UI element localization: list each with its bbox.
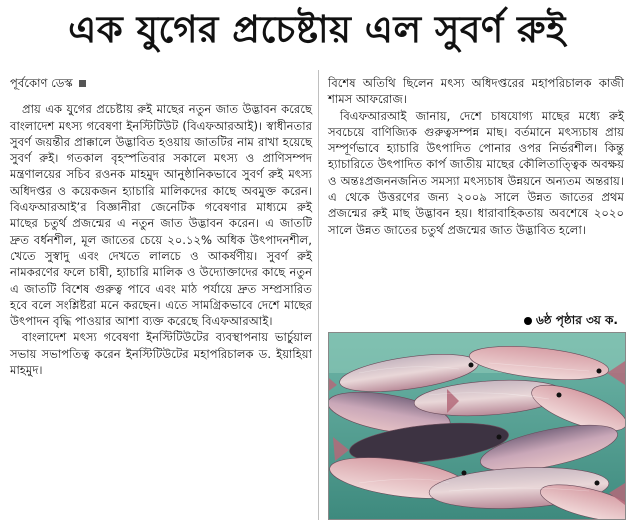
paragraph: বাংলাদেশ মৎস্য গবেষণা ইনস্টিটিউটের ব্যবস্থাপনায় ভার্চুয়াল সভায় সভাপতিত্ব করেন ইনস্টিটিউটের মহাপরিচালক ড. ইয়াহিয়া মাহমুদ। bbox=[10, 330, 312, 378]
fish-photo-icon bbox=[329, 333, 625, 519]
square-bullet-icon bbox=[79, 80, 86, 87]
byline bbox=[10, 75, 312, 91]
paragraph: প্রায় এক যুগের প্রচেষ্টায় রুই মাছের নতুন জাত উদ্ভাবন করেছে বাংলাদেশ মৎস্য গবেষণা ইনস্টিটিউট (বিএফআরআই)। স্বাধীনতার সুবর্ণ জয়ন্তীর প্রাক্কালে উদ্ভাবিত হওয়ায় জাতটির নাম রাখা হয়েছে সুবর্ণ রুই। গতকাল বৃহস্পতিবার সকালে মৎস্য ও প্রাণিসম্পদ মন্ত্রণালয়ের সচিব রওনক মাহমুদ আনুষ্ঠানিকভাবে সুবর্ণ রুই মৎস্য অধিদপ্তর ও কয়েকজন হ্যাচারি মালিকদের কাছে অবমুক্ত করেন। বিএফআরআই’র বিজ্ঞানীরা জেনেটিক গবেষণার মাধ্যমে রুই মাছের চতুর্থ প্রজন্মের এ নতুন জাত উদ্ভাবন করেন। এ জাতটি দ্রুত বর্ধনশীল, মূল জাতের চেয়ে ২০.১২% অধিক উৎপাদনশীল, খেতে সুস্বাদু এবং দেখতে লালচে ও আকর্ষণীয়। সুবর্ণ রুই নামকরণের ফলে চাষী, হ্যাচারি মালিক ও উদ্যোক্তাদের কাছে নতুন এ জাতটি বিশেষ গুরুত্ব পাবে এবং মাঠ পর্যায়ে দ্রুত সম্প্রসারিত হবে বলে সংশ্লিষ্টরা মনে করছেন। এতে সামগ্রিকভাবে দেশে মাছের উৎপাদন বৃদ্ধি পাওয়ার আশা ব্যক্ত করেছে বিএফআরআই। bbox=[10, 102, 312, 329]
paragraph: বিএফআরআই জানায়, দেশে চাষযোগ্য মাছের মধ্যে রুই সবচেয়ে বাণিজ্যিক গুরুত্বসম্পন্ন মাছ। বর্তমানে মৎস্যচাষ প্রায় সম্পূর্ণভাবে হ্যাচারি উৎপাদিত পোনার ওপর নির্ভরশীল। কিন্তু হ্যাচারিতে উৎপাদিত কার্প জাতীয় মাছের কৌলিতাত্ত্বিক অবক্ষয় ও অন্তঃপ্রজননজনিত সমস্যা মৎস্যচাষ উন্নয়নে অন্যতম অন্তরায়। এ থেকে উত্তরণের জন্য ২০০৯ সালে উন্নত জাতের প্রথম প্রজন্মের রুই মাছ উদ্ভাবন হয়। ধারাবাহিকতায় অবশেষে ২০২০ সালে উন্নত জাতের চতুর্থ প্রজন্মের জাত উদ্ভাবিত হলো। bbox=[328, 108, 624, 237]
byline-text: পূর্বকোণ ডেস্ক bbox=[10, 76, 73, 90]
continuation-note bbox=[328, 312, 618, 332]
paragraph: বিশেষ অতিথি ছিলেন মৎস্য অধিদপ্তরের মহাপরিচালক কাজী শামস আফরোজ। bbox=[328, 76, 624, 107]
headline: এক যুগের প্রচেষ্টায় এল সুবর্ণ রুই bbox=[68, 8, 566, 51]
right-column bbox=[328, 75, 624, 238]
bullet-dot-icon bbox=[524, 317, 532, 325]
left-column bbox=[10, 75, 312, 378]
fish-photo bbox=[328, 332, 626, 520]
continuation-text: ৬ষ্ঠ পৃষ্ঠার ৩য় ক. bbox=[535, 313, 618, 327]
column-divider bbox=[318, 70, 319, 520]
